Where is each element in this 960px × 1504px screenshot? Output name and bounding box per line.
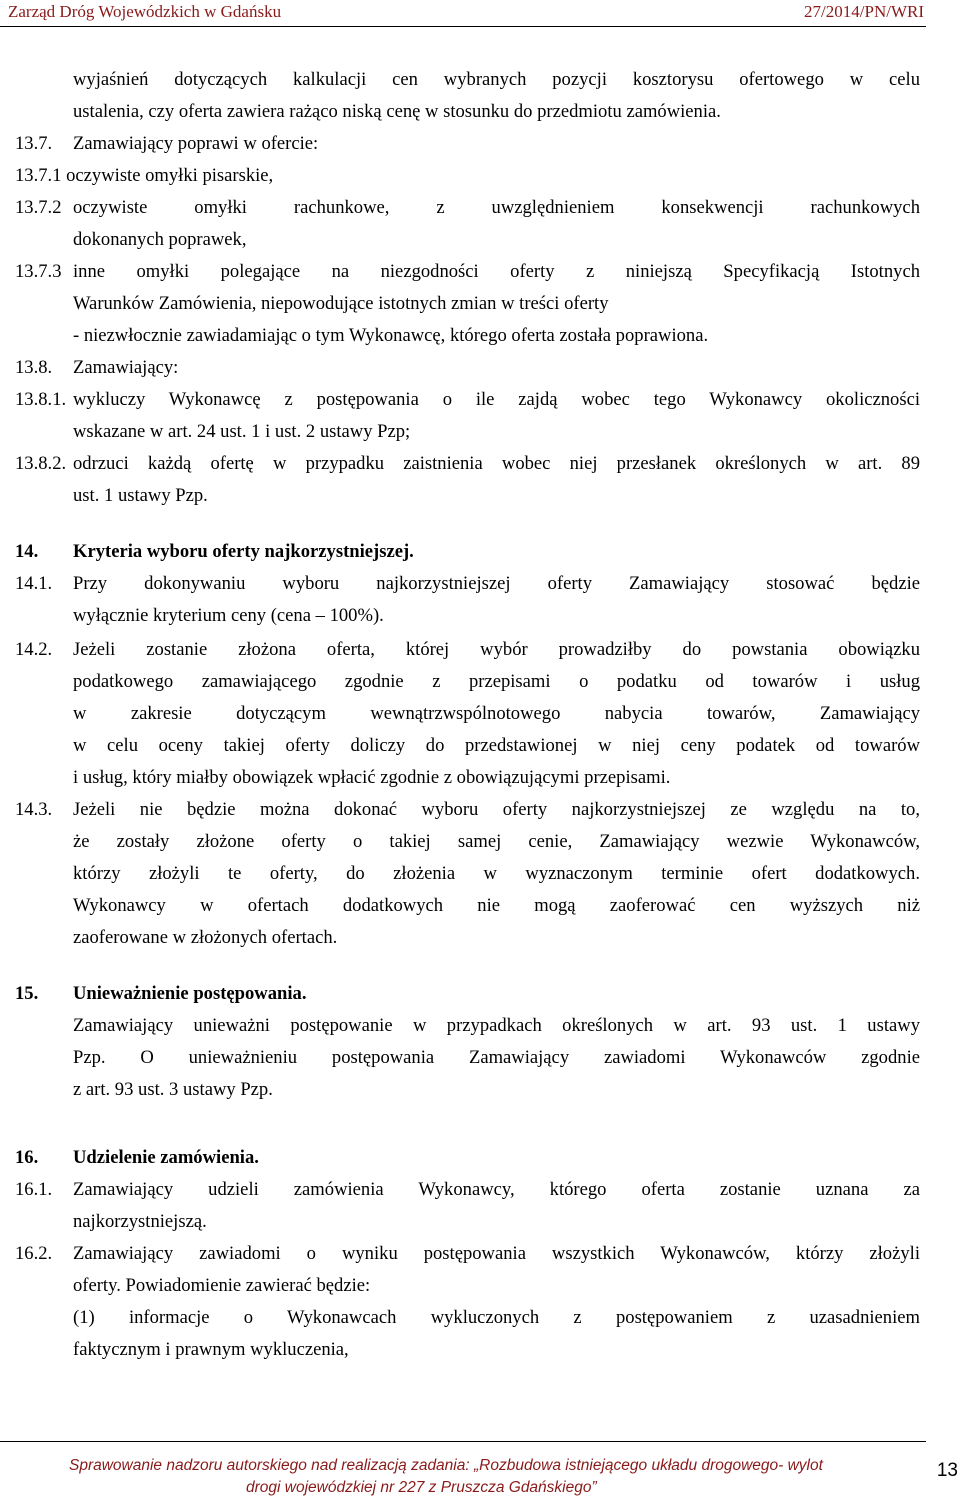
line-text: Zamawiający unieważni postępowanie w przypadkach określonych w art. 93 ust. 1 ustawy [73, 1015, 920, 1036]
text-line [0, 256, 960, 288]
line-text: Pzp. O unieważnieniu postępowania Zamawiający zawiadomi Wykonawców zgodnie [73, 1047, 920, 1068]
clause-number: 13.8.2. [15, 453, 67, 474]
line-text: wykluczy Wykonawcę z postępowania o ile zajdą wobec tego Wykonawcy okoliczności [73, 389, 920, 410]
clause-number: 13.7.2 [15, 197, 62, 218]
line-text: Warunków Zamówienia, niepowodujące istotnych zmian w treści oferty [73, 293, 609, 314]
text-line [0, 858, 960, 890]
text-line [0, 1270, 960, 1302]
line-text: faktycznym i prawnym wykluczenia, [73, 1339, 349, 1360]
text-line [0, 1302, 960, 1334]
text-line [0, 568, 960, 600]
text-line [0, 64, 960, 96]
text-line [0, 730, 960, 762]
text-line [0, 1074, 960, 1106]
clause-number: 16.2. [15, 1243, 53, 1264]
text-line [0, 1042, 960, 1074]
text-line [0, 448, 960, 480]
line-text: oczywiste omyłki rachunkowe, z uwzględnieniem konsekwencji rachunkowych [73, 197, 920, 218]
text-line [0, 320, 960, 352]
text-line [0, 192, 960, 224]
line-text: Zamawiający zawiadomi o wyniku postępowania wszystkich Wykonawców, którzy złożyli [73, 1243, 920, 1264]
clause-number: 13.7. [15, 133, 53, 154]
line-text: i usług, który miałby obowiązek wpłacić zgodnie z obowiązującymi przepisami. [73, 767, 671, 788]
text-line [0, 1334, 960, 1366]
line-text: podatkowego zamawiającego zgodnie z przepisami o podatku od towarów i usług [73, 671, 920, 692]
line-text: - niezwłocznie zawiadamiając o tym Wykonawcę, którego oferta została poprawiona. [73, 325, 709, 346]
clause-number: 13.8.1. [15, 389, 67, 410]
line-text: wskazane w art. 24 ust. 1 i ust. 2 ustawy Pzp; [73, 421, 411, 442]
text-line [0, 128, 960, 160]
footer-line-2: drogi wojewódzkiej nr 227 z Pruszcza Gdańskiego” [246, 1479, 597, 1496]
line-text: Unieważnienie postępowania. [73, 983, 307, 1004]
clause-number: 13.7.3 [15, 261, 62, 282]
line-text: Kryteria wyboru oferty najkorzystniejszej. [73, 541, 414, 562]
clause-number: 14.1. [15, 573, 53, 594]
text-line [0, 922, 960, 954]
line-text: (1) informacje o Wykonawcach wykluczonych z postępowaniem z uzasadnieniem [73, 1307, 920, 1328]
clause-number: 16.1. [15, 1179, 53, 1200]
text-line [0, 1010, 960, 1042]
text-line [0, 826, 960, 858]
line-text: Zamawiający: [73, 357, 179, 378]
header-organization: Zarząd Dróg Wojewódzkich w Gdańsku [8, 2, 282, 21]
text-line [0, 384, 960, 416]
line-text: wyłącznie kryterium ceny (cena – 100%). [73, 605, 384, 626]
line-text: ustalenia, czy oferta zawiera rażąco niską cenę w stosunku do przedmiotu zamówienia. [73, 101, 721, 122]
line-text: inne omyłki polegające na niezgodności oferty z niniejszą Specyfikacją Istotnych [73, 261, 920, 282]
page-number: 13 [936, 1460, 958, 1481]
text-line [0, 160, 960, 192]
line-text: którzy złożyli te oferty, do złożenia w wyznaczonym terminie ofert dodatkowych. [73, 863, 920, 884]
text-line [0, 224, 960, 256]
line-text: 13.7.1 oczywiste omyłki pisarskie, [15, 165, 274, 186]
line-text: oferty. Powiadomienie zawierać będzie: [73, 1275, 371, 1296]
text-line [0, 890, 960, 922]
header-reference-number: 27/2014/PN/WRI [804, 2, 924, 21]
text-line [0, 1238, 960, 1270]
line-text: Jeżeli nie będzie można dokonać wyboru oferty najkorzystniejszej ze względu na to, [73, 799, 920, 820]
line-text: Przy dokonywaniu wyboru najkorzystniejszej oferty Zamawiający stosować będzie [73, 573, 920, 594]
line-text: Zamawiający udzieli zamówienia Wykonawcy, którego oferta zostanie uznana za [73, 1179, 920, 1200]
line-text: Jeżeli zostanie złożona oferta, której wybór prowadziłby do powstania obowiązku [73, 639, 920, 660]
text-line [0, 1206, 960, 1238]
line-text: zaoferowane w złożonych ofertach. [73, 927, 338, 948]
header-rule [0, 26, 926, 27]
line-text: wyjaśnień dotyczących kalkulacji cen wybranych pozycji kosztorysu ofertowego w celu [73, 69, 920, 90]
clause-number: 15. [15, 983, 39, 1004]
text-line [0, 600, 960, 632]
clause-number: 14. [15, 541, 39, 562]
line-text: najkorzystniejszą. [73, 1211, 207, 1232]
text-line [0, 666, 960, 698]
clause-number: 13.8. [15, 357, 53, 378]
line-text: dokonanych poprawek, [73, 229, 247, 250]
clause-number: 14.2. [15, 639, 53, 660]
clause-number: 14.3. [15, 799, 53, 820]
text-line [0, 634, 960, 666]
line-text: Udzielenie zamówienia. [73, 1147, 259, 1168]
line-text: że zostały złożone oferty o takiej samej cenie, Zamawiający wezwie Wykonawców, [73, 831, 920, 852]
page-header [0, 0, 960, 26]
line-text: w zakresie dotyczącym wewnątrzwspólnotowego nabycia towarów, Zamawiający [73, 703, 920, 724]
text-line [0, 288, 960, 320]
text-line [0, 480, 960, 512]
section-heading [0, 1142, 960, 1174]
text-line [0, 352, 960, 384]
line-text: w celu oceny takiej oferty doliczy do przedstawionej w niej ceny podatek od towarów [73, 735, 920, 756]
footer-line-1: Sprawowanie nadzoru autorskiego nad realizacją zadania: „Rozbudowa istniejącego układu drogowego- wylot [69, 1457, 823, 1474]
text-line [0, 794, 960, 826]
text-line [0, 96, 960, 128]
line-text: Zamawiający poprawi w ofercie: [73, 133, 319, 154]
clause-number: 16. [15, 1147, 39, 1168]
text-line [0, 698, 960, 730]
section-heading [0, 536, 960, 568]
text-line [0, 762, 960, 794]
footer-rule [0, 1441, 926, 1442]
section-heading [0, 978, 960, 1010]
line-text: odrzuci każdą ofertę w przypadku zaistnienia wobec niej przesłanek określonych w art. 89 [73, 453, 920, 474]
line-text: ust. 1 ustawy Pzp. [73, 485, 208, 506]
line-text: Wykonawcy w ofertach dodatkowych nie mogą zaoferować cen wyższych niż [73, 895, 920, 916]
text-line [0, 416, 960, 448]
line-text: z art. 93 ust. 3 ustawy Pzp. [73, 1079, 273, 1100]
text-line [0, 1174, 960, 1206]
